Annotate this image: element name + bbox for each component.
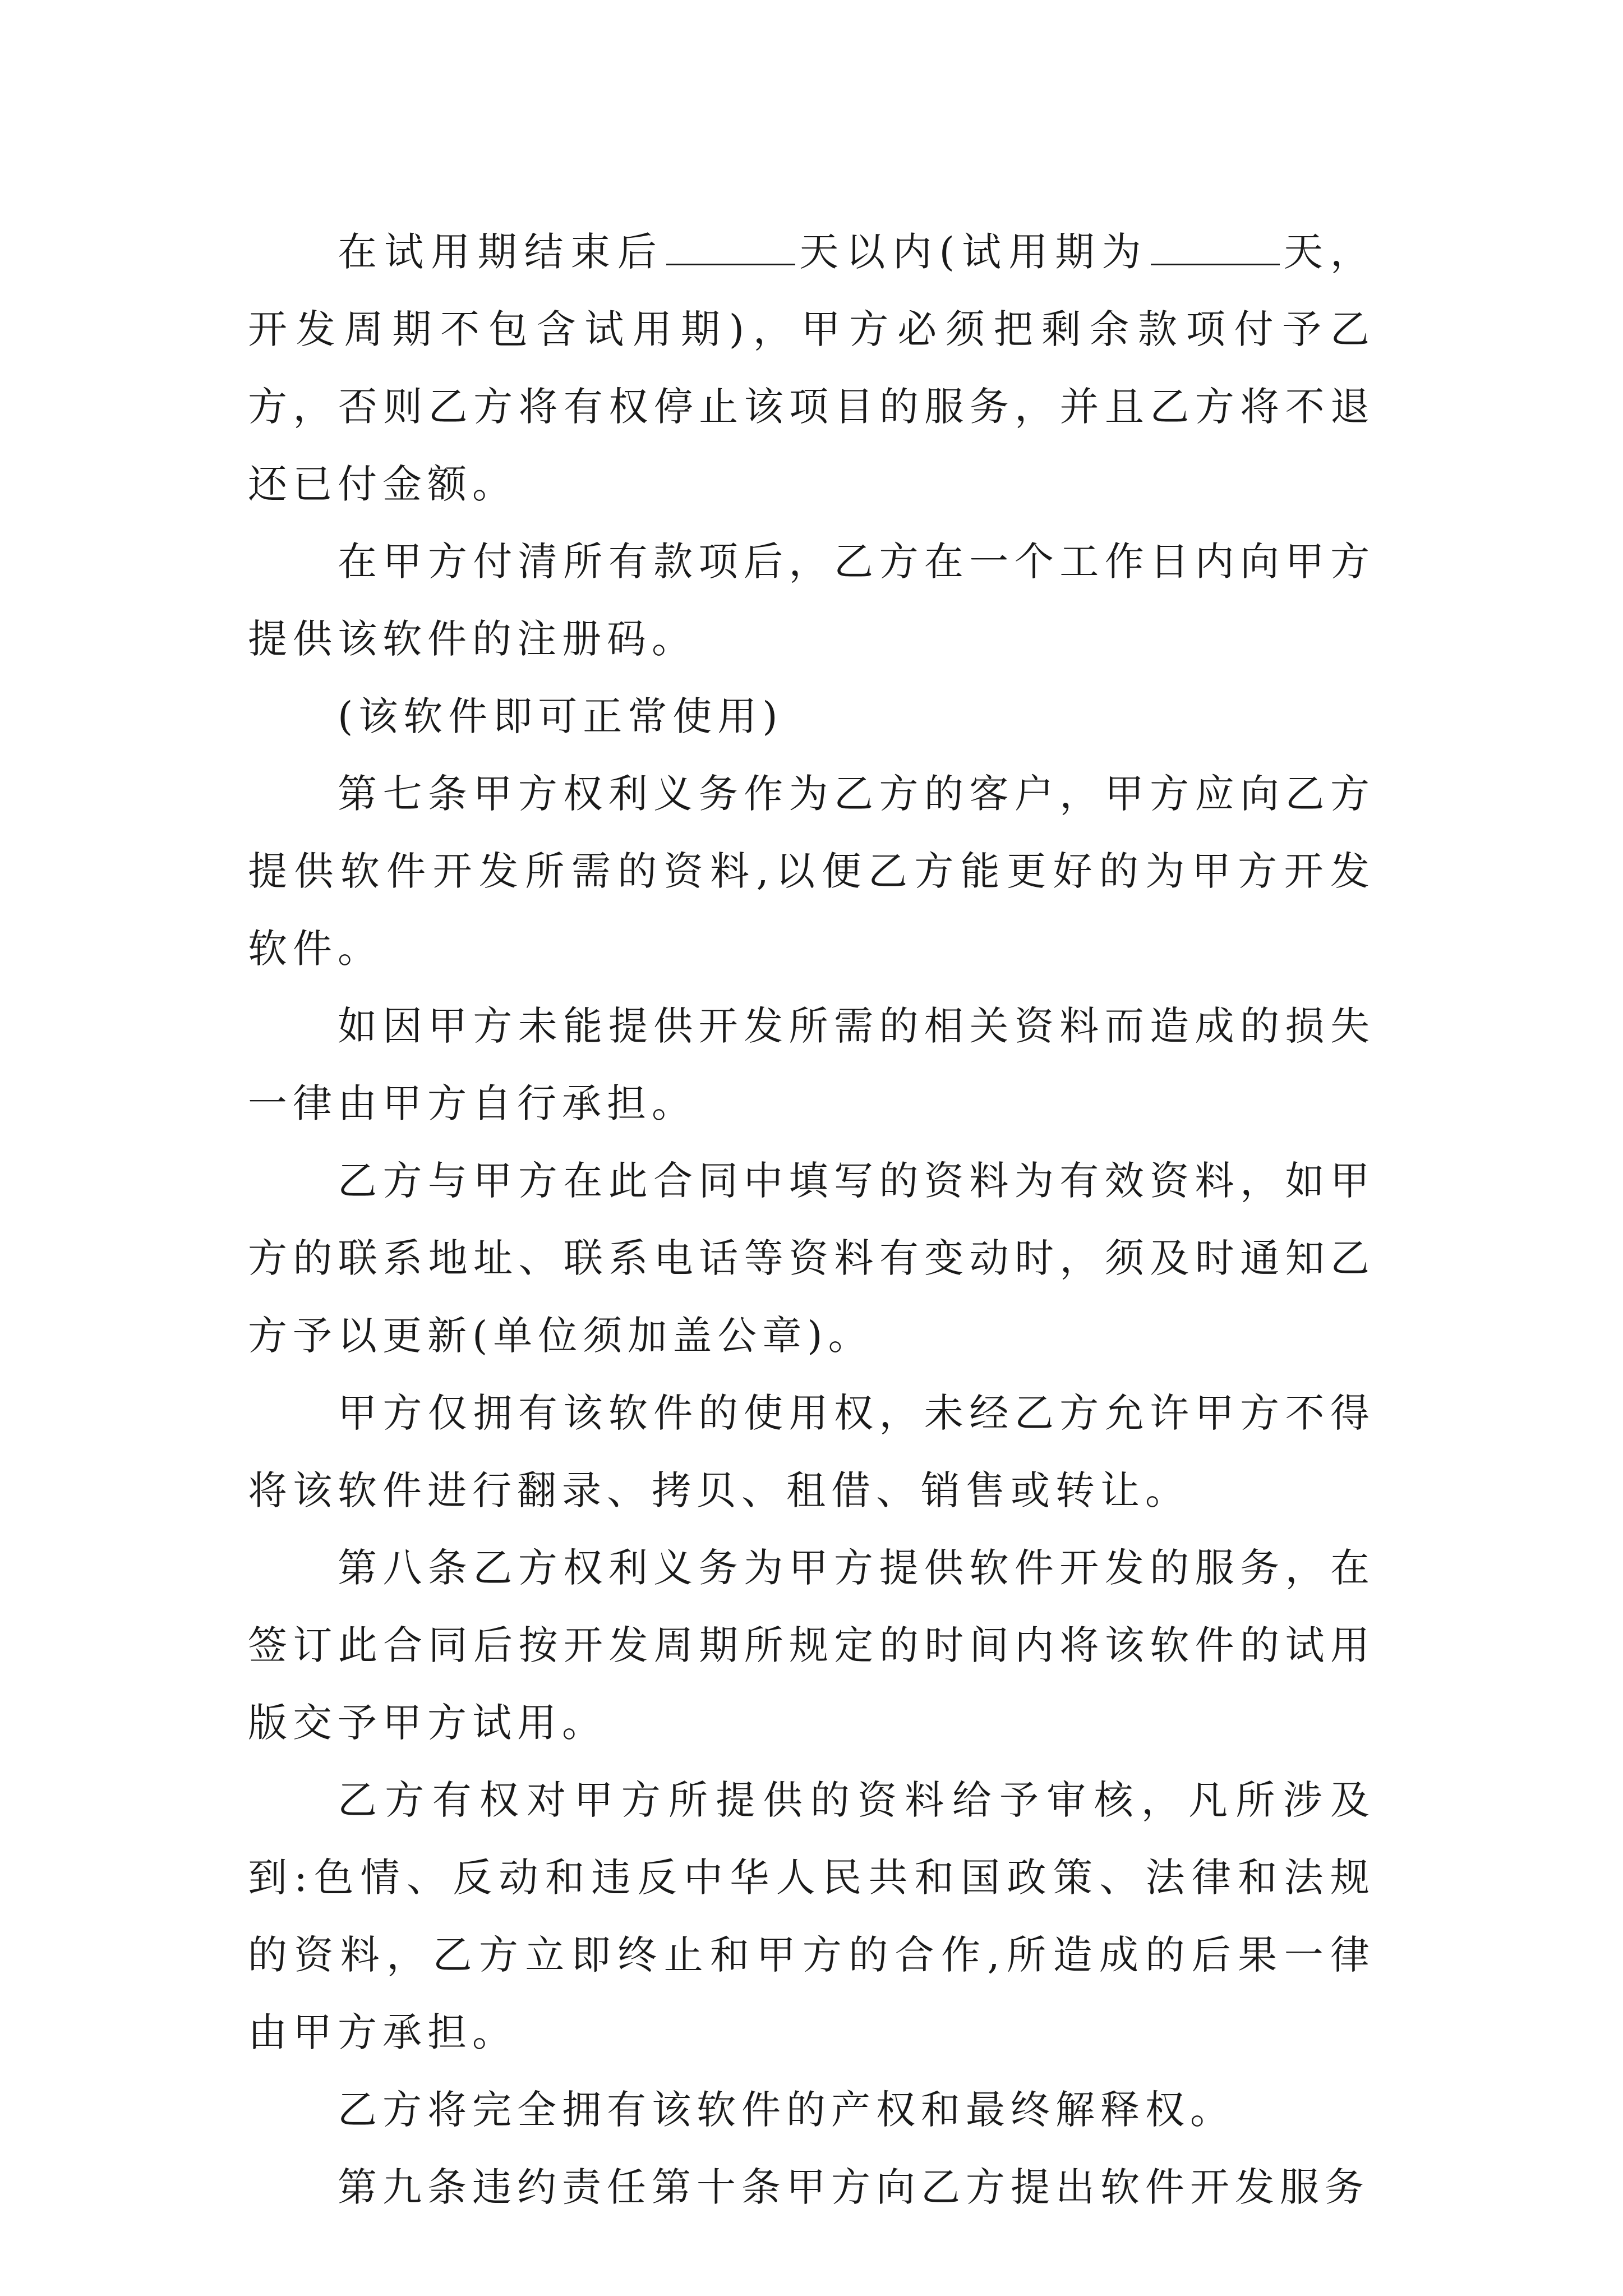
paragraph-note: (该软件即可正常使用) [338, 693, 783, 739]
paragraph-text: 天，开发周期不包含试用期)，甲方必须把剩余款项付予乙方，否则乙方将有权停止该项目的服务，并且乙方将不退还已付金额。 [248, 229, 1376, 507]
document-body [248, 213, 1375, 2226]
paragraph-ownership: 乙方将完全拥有该软件的产权和最终解释权。 [338, 2087, 1235, 2133]
paragraph-article-8: 第八条乙方权利义务为甲方提供软件开发的服务，在签订此合同后按开发周期所规定的时间内将该软件的试用版交予甲方试用。 [248, 1545, 1375, 1746]
paragraph-article-9: 第九条违约责任第十条甲方向乙方提出软件开发服务 [338, 2164, 1370, 2210]
paragraph-article-7: 第七条甲方权利义务作为乙方的客户，甲方应向乙方提供软件开发所需的资料,以便乙方能更好的为甲方开发软件。 [248, 771, 1375, 972]
paragraph-text: 在试用期结束后 [338, 229, 665, 275]
paragraph-payment-terms [248, 213, 1375, 523]
fill-in-blank-trial-period [1151, 230, 1280, 265]
paragraph-contact-updates: 乙方与甲方在此合同中填写的资料为有效资料，如甲方的联系地址、联系电话等资料有变动时，须及时通知乙方予以更新(单位须加盖公章)。 [248, 1158, 1375, 1359]
fill-in-blank-days [666, 230, 795, 265]
paragraph-party-a-losses: 如因甲方未能提供开发所需的相关资料而造成的损失一律由甲方自行承担。 [248, 1003, 1375, 1126]
paragraph-review-rights: 乙方有权对甲方所提供的资料给予审核，凡所涉及到:色情、反动和违反中华人民共和国政策、法律和法规的资料，乙方立即终止和甲方的合作,所造成的后果一律由甲方承担。 [248, 1777, 1375, 2055]
paragraph-usage-rights: 甲方仅拥有该软件的使用权，未经乙方允许甲方不得将该软件进行翻录、拷贝、租借、销售或转让。 [248, 1390, 1375, 1513]
paragraph-text: 天以内(试用期为 [797, 229, 1149, 275]
paragraph-registration-code: 在甲方付清所有款项后，乙方在一个工作日内向甲方提供该软件的注册码。 [248, 539, 1375, 662]
